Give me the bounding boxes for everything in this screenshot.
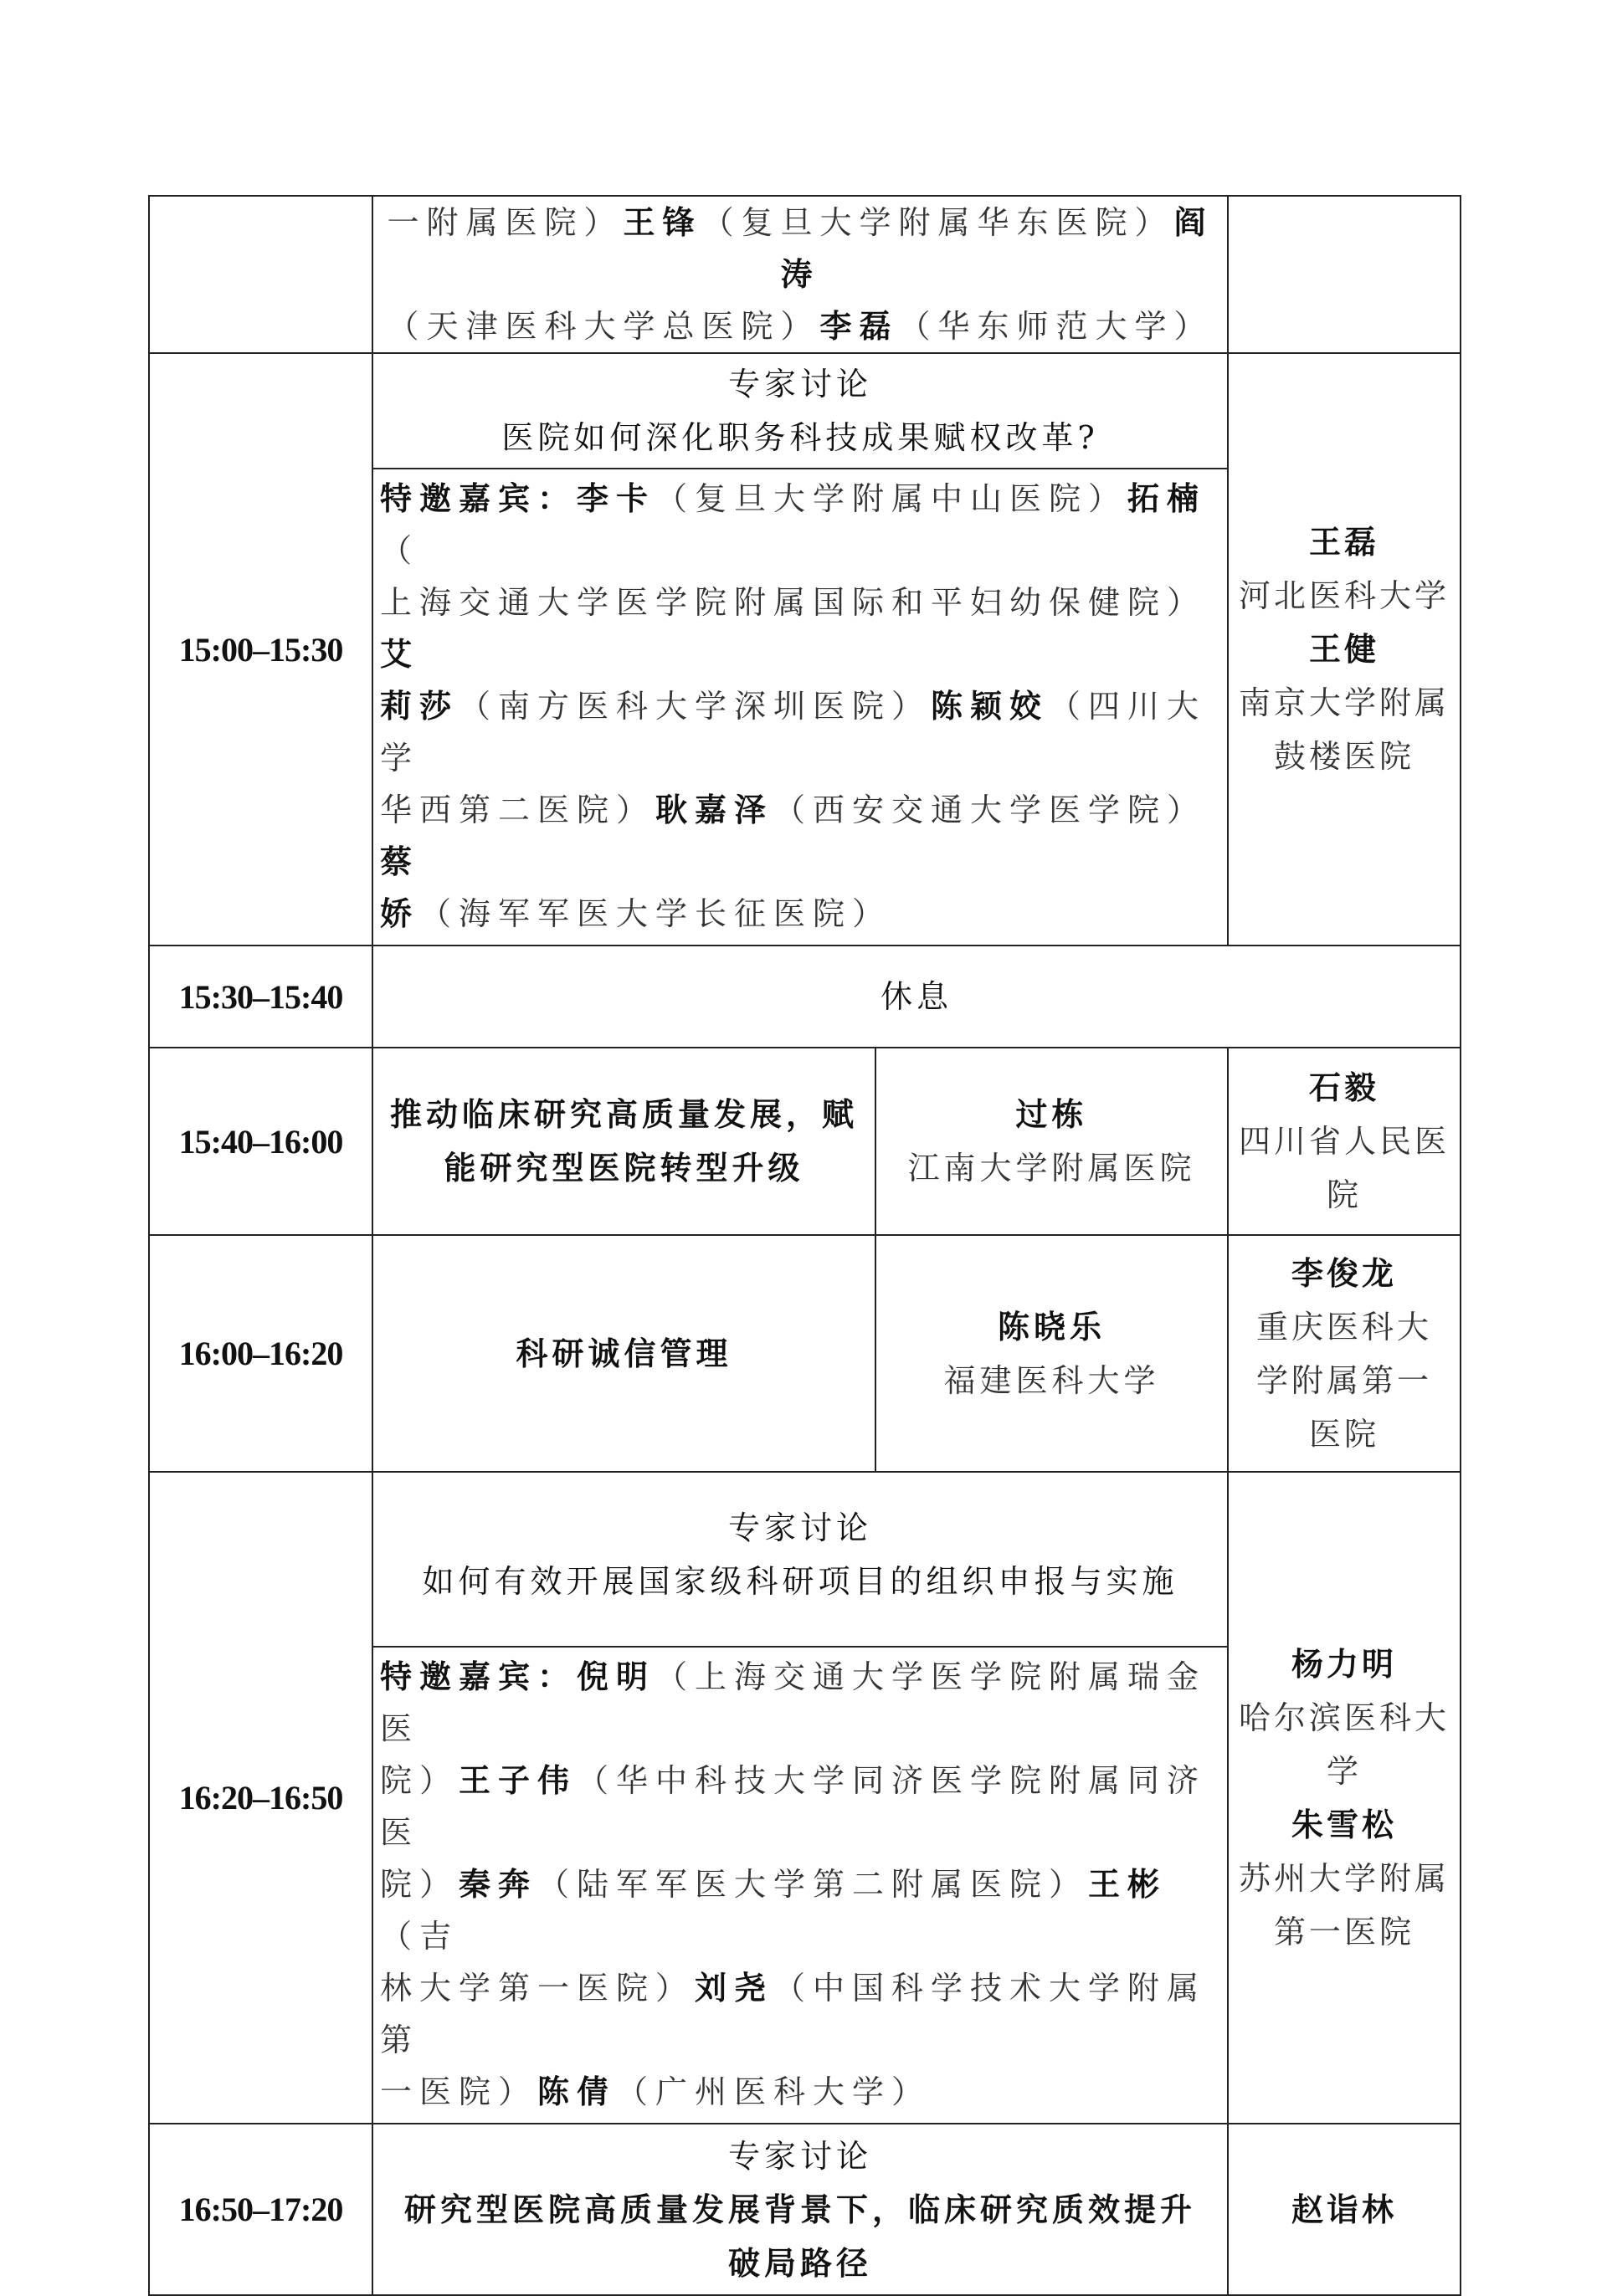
guest-name: 艾: [380, 635, 420, 673]
host-cell: [1228, 1472, 1461, 2124]
host-affiliation: 河北医科大学: [1238, 577, 1450, 614]
guests-text: [373, 469, 1227, 945]
host-affiliation: 医院: [1308, 1415, 1379, 1453]
discussion-label: 专家讨论: [727, 366, 872, 402]
time-cell: 15:30–15:40: [149, 946, 372, 1048]
guest-name: 蔡: [380, 843, 420, 880]
guests-text: [373, 1648, 1227, 2123]
host-affiliation: 第一医院: [1273, 1913, 1414, 1950]
guest-affiliation: （陆军军医大学第二附属医院）: [537, 1866, 1089, 1903]
guest-affiliation: （华中科技大学同济医学院附属同济医: [380, 1762, 1207, 1851]
guest-line: [380, 1858, 1220, 1962]
guest-affiliation: （广州医科大学）: [616, 2073, 932, 2110]
break-text: 休息: [880, 978, 952, 1015]
host-affiliation: 哈尔滨医科大: [1238, 1699, 1450, 1736]
guest-name: 拓楠: [1127, 479, 1207, 517]
time-cell: 16:20–16:50: [149, 1472, 372, 2124]
guest-affiliation: 上海交通大学医学院附属国际和平妇幼保健院）: [380, 584, 1207, 621]
speaker-name: 陈晓乐: [997, 1307, 1106, 1345]
guest-affiliation: 院）: [380, 1762, 460, 1799]
guest-affiliation: （南方医科大学深圳医院）: [459, 688, 932, 725]
discussion-cell: [372, 353, 1228, 946]
discussion-topic: 研究型医院高质量发展背景下，临床研究质效提升: [403, 2190, 1196, 2228]
host-cell-empty: [1228, 196, 1461, 353]
time-cell-empty: [149, 196, 372, 353]
guest-affiliation: （: [380, 532, 420, 569]
row-1650: [149, 2124, 1461, 2295]
guest-line: [380, 680, 1220, 784]
row-1530: [149, 946, 1461, 1048]
speaker-cell: [875, 1048, 1228, 1235]
discussion-topic: 医院如何深化职务科技成果赋权改革?: [501, 419, 1099, 456]
host-affiliation: 苏州大学附属: [1238, 1859, 1450, 1897]
guest-name: 王子伟: [459, 1761, 578, 1799]
guest-line: [380, 1651, 1220, 1755]
guest-affiliation: （复旦大学附属中山医院）: [655, 480, 1128, 517]
discussion-cell: [372, 1472, 1228, 2124]
host-name: 石毅: [1308, 1069, 1379, 1106]
time-cell: 16:00–16:20: [149, 1235, 372, 1472]
guest-name: 耿嘉泽: [655, 791, 774, 828]
host-cell: [1228, 1048, 1461, 1235]
guest-line: [380, 1962, 1220, 2066]
guest-name: 陈颖姣: [931, 687, 1050, 725]
guest-name: 特邀嘉宾：: [380, 479, 578, 517]
row-continuation: [149, 196, 1461, 353]
discussion-label: 专家讨论: [727, 1509, 872, 1546]
speaker-cell: [875, 1235, 1228, 1472]
speaker-org: 福建医科大学: [943, 1361, 1160, 1399]
host-name: 杨力明: [1291, 1644, 1397, 1683]
guest-affiliation: 一医院）: [380, 2073, 538, 2110]
discussion-topic: 破局路径: [727, 2243, 872, 2282]
time-cell: 15:40–16:00: [149, 1048, 372, 1235]
row-1620: [149, 1472, 1461, 2124]
break-cell: [372, 946, 1461, 1048]
guest-line: [380, 1755, 1220, 1858]
topic-line: 能研究型医院转型升级: [444, 1149, 804, 1186]
host-affiliation: 鼓楼医院: [1273, 738, 1414, 775]
guest-affiliation: （海军军医大学长征医院）: [419, 895, 892, 932]
time-cell: 15:00–15:30: [149, 353, 372, 946]
guests-text: [373, 197, 1227, 352]
topic-line: 推动临床研究高质量发展，赋: [389, 1095, 858, 1133]
discussion-label: 专家讨论: [727, 2137, 872, 2175]
host-cell: [1228, 353, 1461, 946]
guest-name: 王锋: [623, 203, 702, 241]
schedule-table: [148, 195, 1461, 2296]
guest-name: 阎涛: [780, 203, 1214, 293]
speaker-name: 过栋: [1015, 1095, 1088, 1133]
row-1600: [149, 1235, 1461, 1472]
discussion-cell: [372, 2124, 1228, 2295]
guest-name: 李卡: [577, 479, 656, 517]
guest-name: 陈倩: [537, 2073, 617, 2110]
guest-name: 秦奔: [459, 1865, 538, 1903]
row-1500: [149, 353, 1461, 946]
host-affiliation: 学: [1326, 1752, 1362, 1790]
guest-affiliation: （中国科学技术大学附属第: [380, 1970, 1207, 2058]
speaker-org: 江南大学附属医院: [907, 1150, 1196, 1186]
discussion-topic: 如何有效开展国家级科研项目的组织申报与实施: [422, 1563, 1178, 1600]
guest-name: 李磊: [819, 307, 899, 345]
guests-cell: [372, 196, 1228, 353]
guest-affiliation: （吉: [380, 1918, 460, 1955]
guest-name: 刘尧: [695, 1969, 774, 2006]
host-name: 李俊龙: [1291, 1253, 1397, 1292]
guest-affiliation: （上海交通大学医学院附属瑞金医: [380, 1658, 1207, 1747]
host-affiliation: 四川省人民医: [1238, 1123, 1450, 1160]
host-affiliation: 院: [1326, 1176, 1362, 1213]
guest-name: 莉莎: [380, 687, 460, 725]
time-cell: 16:50–17:20: [149, 2124, 372, 2295]
guest-line: [380, 888, 1220, 940]
guest-line: [373, 300, 1227, 352]
host-name: 朱雪松: [1291, 1805, 1397, 1843]
guest-line: [380, 2066, 1220, 2118]
host-affiliation: 南京大学附属: [1238, 684, 1450, 721]
guest-name: 王彬: [1088, 1865, 1168, 1903]
host-name: 王磊: [1308, 523, 1379, 561]
guest-name: 娇: [380, 894, 420, 932]
guest-affiliation: （华东师范大学）: [898, 308, 1214, 345]
guest-line: [380, 473, 1220, 577]
host-cell: [1228, 1235, 1461, 1472]
guest-affiliation: 华西第二医院）: [380, 792, 656, 828]
guest-name: 特邀嘉宾：: [380, 1658, 578, 1695]
host-cell: [1228, 2124, 1461, 2295]
guest-affiliation: （复旦大学附属华东医院）: [701, 204, 1174, 241]
row-1540: [149, 1048, 1461, 1235]
guest-affiliation: 一附属医院）: [387, 204, 624, 241]
guest-affiliation: （西安交通大学医学院）: [773, 792, 1207, 828]
guest-line: [373, 197, 1227, 300]
host-affiliation: 学附属第一: [1255, 1361, 1432, 1399]
guest-line: [380, 577, 1220, 680]
guest-name: 倪明: [577, 1658, 656, 1695]
guest-line: [380, 784, 1220, 888]
topic-cell: [372, 1048, 875, 1235]
guest-affiliation: 院）: [380, 1866, 460, 1903]
guest-affiliation: 林大学第一医院）: [380, 1970, 696, 2006]
guest-affiliation: （天津医科大学总医院）: [387, 308, 820, 345]
guest-affiliation: （四川大学: [380, 688, 1207, 776]
host-affiliation: 重庆医科大: [1255, 1308, 1432, 1345]
topic-cell: [372, 1235, 875, 1472]
host-name: 王健: [1308, 630, 1379, 668]
host-name: 赵诣林: [1291, 2190, 1397, 2228]
topic-line: 科研诚信管理: [516, 1334, 732, 1372]
